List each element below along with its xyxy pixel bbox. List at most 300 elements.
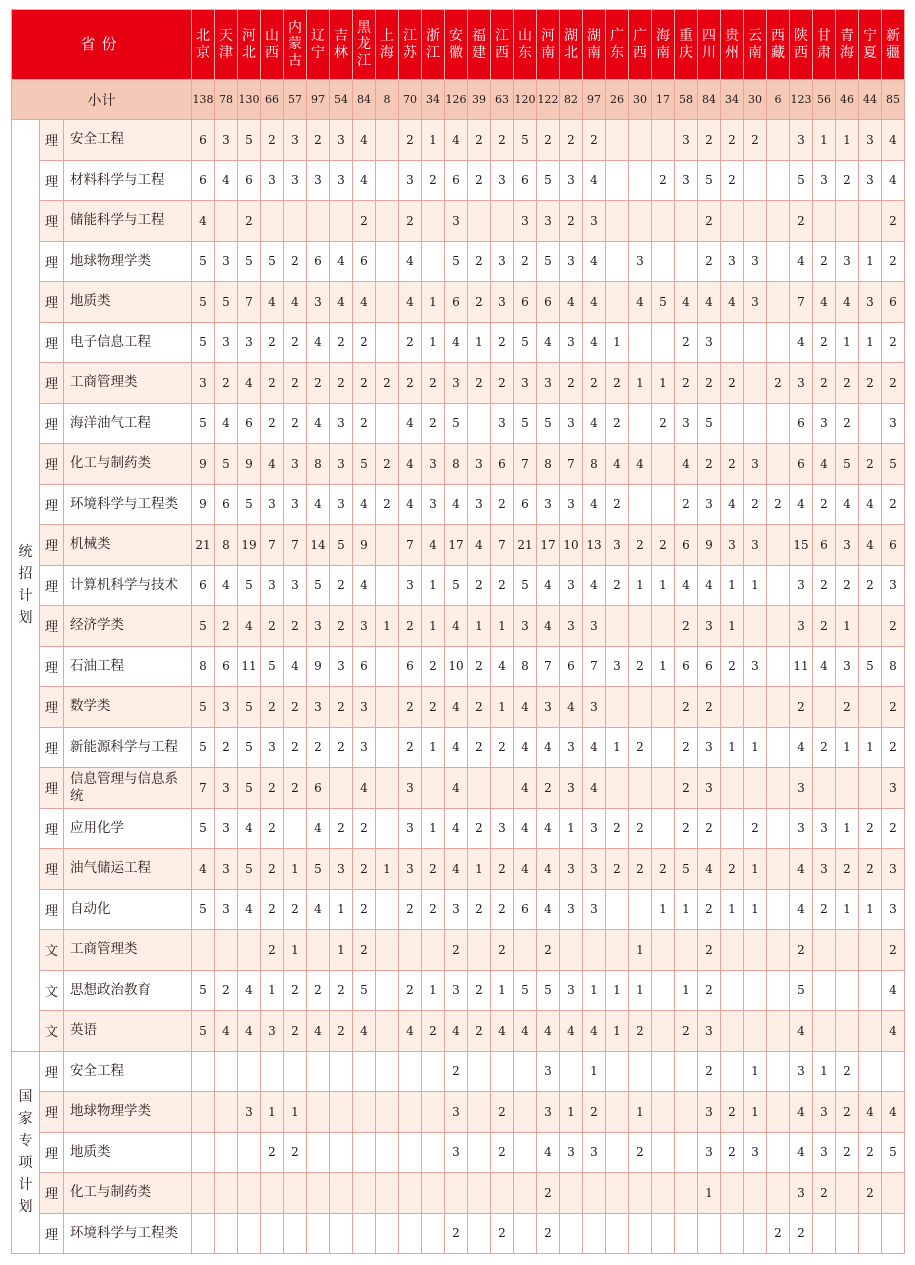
- quota-cell: [767, 120, 790, 161]
- quota-cell: 4: [537, 889, 560, 930]
- quota-cell: [284, 808, 307, 849]
- quota-cell: 2: [445, 930, 468, 971]
- quota-cell: [859, 768, 882, 809]
- quota-cell: [514, 1213, 537, 1254]
- subject-type: 理: [40, 1092, 64, 1133]
- quota-cell: 2: [537, 120, 560, 161]
- quota-cell: 2: [813, 322, 836, 363]
- subject-type: 理: [40, 322, 64, 363]
- enrollment-table-wrapper: [11, 9, 900, 1254]
- quota-cell: [744, 970, 767, 1011]
- quota-cell: 2: [353, 930, 376, 971]
- table-row: [12, 484, 905, 525]
- quota-cell: [813, 201, 836, 242]
- quota-cell: 2: [399, 687, 422, 728]
- quota-cell: 1: [675, 970, 698, 1011]
- quota-cell: 4: [238, 889, 261, 930]
- quota-cell: [767, 160, 790, 201]
- quota-cell: [744, 201, 767, 242]
- quota-cell: [652, 606, 675, 647]
- quota-cell: 5: [215, 444, 238, 485]
- quota-cell: 3: [537, 687, 560, 728]
- quota-cell: 3: [698, 606, 721, 647]
- quota-cell: [215, 1173, 238, 1214]
- quota-cell: 3: [491, 403, 514, 444]
- quota-cell: 2: [790, 930, 813, 971]
- quota-cell: 3: [445, 1092, 468, 1133]
- quota-cell: 1: [652, 565, 675, 606]
- quota-cell: 1: [836, 889, 859, 930]
- quota-cell: 3: [261, 484, 284, 525]
- quota-cell: 4: [353, 120, 376, 161]
- quota-cell: 4: [307, 1011, 330, 1052]
- quota-cell: [767, 687, 790, 728]
- quota-cell: [376, 1173, 399, 1214]
- quota-cell: 11: [790, 646, 813, 687]
- quota-cell: [376, 930, 399, 971]
- quota-cell: [606, 160, 629, 201]
- table-row: [12, 606, 905, 647]
- quota-cell: 2: [813, 889, 836, 930]
- quota-cell: 2: [468, 282, 491, 323]
- quota-cell: 4: [698, 849, 721, 890]
- quota-cell: 5: [192, 808, 215, 849]
- quota-cell: [307, 201, 330, 242]
- quota-cell: [468, 1213, 491, 1254]
- major-name: 电子信息工程: [64, 322, 192, 363]
- quota-cell: 4: [399, 241, 422, 282]
- quota-cell: 1: [744, 1092, 767, 1133]
- quota-cell: 2: [721, 646, 744, 687]
- quota-cell: 2: [215, 606, 238, 647]
- quota-cell: 2: [491, 1132, 514, 1173]
- quota-cell: [192, 1132, 215, 1173]
- quota-cell: 2: [307, 970, 330, 1011]
- quota-cell: [652, 120, 675, 161]
- quota-cell: 3: [698, 1011, 721, 1052]
- quota-cell: 2: [215, 970, 238, 1011]
- major-name: 石油工程: [64, 646, 192, 687]
- quota-cell: [744, 363, 767, 404]
- quota-cell: 11: [238, 646, 261, 687]
- quota-cell: 6: [238, 160, 261, 201]
- quota-cell: [767, 1011, 790, 1052]
- quota-cell: 2: [813, 363, 836, 404]
- quota-cell: [859, 403, 882, 444]
- table-row: [12, 1011, 905, 1052]
- quota-cell: [215, 1092, 238, 1133]
- quota-cell: 2: [882, 606, 905, 647]
- subject-type: 理: [40, 120, 64, 161]
- quota-cell: [629, 889, 652, 930]
- quota-cell: 2: [537, 1173, 560, 1214]
- quota-cell: 4: [583, 768, 606, 809]
- quota-cell: 3: [307, 282, 330, 323]
- quota-cell: [422, 768, 445, 809]
- quota-cell: 2: [307, 120, 330, 161]
- major-name: 地质类: [64, 282, 192, 323]
- major-name: 化工与制药类: [64, 1173, 192, 1214]
- quota-cell: 17: [537, 525, 560, 566]
- quota-cell: 3: [583, 808, 606, 849]
- subject-type: 理: [40, 525, 64, 566]
- quota-cell: 2: [491, 1213, 514, 1254]
- quota-cell: [698, 1213, 721, 1254]
- quota-cell: 8: [215, 525, 238, 566]
- subtotal-value: 138: [192, 80, 215, 120]
- table-row: [12, 241, 905, 282]
- quota-cell: 4: [491, 646, 514, 687]
- quota-cell: 1: [744, 849, 767, 890]
- quota-cell: 5: [514, 403, 537, 444]
- quota-cell: 3: [330, 120, 353, 161]
- quota-cell: [629, 160, 652, 201]
- quota-cell: [629, 1051, 652, 1092]
- quota-cell: [813, 1011, 836, 1052]
- quota-cell: 2: [836, 687, 859, 728]
- province-header: 天津: [215, 10, 238, 80]
- quota-cell: [652, 201, 675, 242]
- province-header: 安徽: [445, 10, 468, 80]
- quota-cell: [583, 1173, 606, 1214]
- quota-cell: 4: [238, 606, 261, 647]
- quota-cell: 3: [215, 120, 238, 161]
- quota-cell: [376, 889, 399, 930]
- major-name: 安全工程: [64, 1051, 192, 1092]
- quota-cell: 5: [261, 241, 284, 282]
- quota-cell: 1: [652, 646, 675, 687]
- quota-cell: 3: [445, 1132, 468, 1173]
- quota-cell: 1: [629, 930, 652, 971]
- subtotal-value: 84: [698, 80, 721, 120]
- quota-cell: [468, 768, 491, 809]
- quota-cell: 1: [284, 930, 307, 971]
- quota-cell: 2: [284, 241, 307, 282]
- quota-cell: 2: [583, 120, 606, 161]
- province-header: 辽宁: [307, 10, 330, 80]
- quota-cell: 1: [422, 727, 445, 768]
- quota-cell: 5: [882, 1132, 905, 1173]
- quota-cell: [422, 1173, 445, 1214]
- quota-cell: 3: [399, 849, 422, 890]
- quota-cell: 4: [583, 565, 606, 606]
- quota-cell: 1: [675, 889, 698, 930]
- quota-cell: 1: [606, 970, 629, 1011]
- quota-cell: 2: [836, 363, 859, 404]
- subject-type: 理: [40, 768, 64, 809]
- quota-cell: [606, 1092, 629, 1133]
- quota-cell: 4: [215, 403, 238, 444]
- quota-cell: [767, 808, 790, 849]
- quota-cell: 6: [445, 282, 468, 323]
- quota-cell: 4: [399, 444, 422, 485]
- quota-cell: 4: [560, 687, 583, 728]
- quota-cell: 4: [514, 727, 537, 768]
- quota-cell: [399, 1051, 422, 1092]
- plan-group-label: [12, 120, 40, 1052]
- quota-cell: 7: [560, 444, 583, 485]
- quota-cell: 2: [261, 403, 284, 444]
- quota-cell: 2: [330, 727, 353, 768]
- subtotal-value: 82: [560, 80, 583, 120]
- quota-cell: 4: [537, 1132, 560, 1173]
- quota-cell: 1: [422, 282, 445, 323]
- quota-cell: 8: [537, 444, 560, 485]
- quota-cell: [583, 930, 606, 971]
- quota-cell: 3: [583, 849, 606, 890]
- quota-cell: [468, 1173, 491, 1214]
- quota-cell: [675, 1173, 698, 1214]
- quota-cell: 3: [399, 768, 422, 809]
- province-header: 陕西: [790, 10, 813, 80]
- quota-cell: 3: [583, 1132, 606, 1173]
- quota-cell: 3: [560, 322, 583, 363]
- quota-cell: 4: [353, 282, 376, 323]
- quota-cell: 1: [721, 606, 744, 647]
- major-name: 安全工程: [64, 120, 192, 161]
- quota-cell: 4: [606, 444, 629, 485]
- quota-cell: 7: [537, 646, 560, 687]
- major-name: 思想政治教育: [64, 970, 192, 1011]
- subject-type: 文: [40, 930, 64, 971]
- table-row: [12, 403, 905, 444]
- quota-cell: 2: [698, 120, 721, 161]
- quota-cell: 3: [422, 444, 445, 485]
- quota-cell: [215, 930, 238, 971]
- quota-cell: [767, 849, 790, 890]
- quota-cell: 2: [330, 1011, 353, 1052]
- quota-cell: [813, 1213, 836, 1254]
- quota-cell: 1: [422, 970, 445, 1011]
- quota-cell: 4: [583, 241, 606, 282]
- table-row: [12, 444, 905, 485]
- quota-cell: 4: [882, 120, 905, 161]
- quota-cell: 10: [445, 646, 468, 687]
- quota-cell: 5: [698, 403, 721, 444]
- quota-cell: [491, 201, 514, 242]
- quota-cell: 2: [215, 727, 238, 768]
- quota-cell: 2: [491, 484, 514, 525]
- quota-cell: 3: [675, 160, 698, 201]
- quota-cell: 2: [698, 444, 721, 485]
- quota-cell: [629, 403, 652, 444]
- quota-cell: 2: [767, 1213, 790, 1254]
- quota-cell: [514, 1173, 537, 1214]
- plan-group-text: 国家专项计划: [18, 1089, 33, 1216]
- table-row: [12, 565, 905, 606]
- quota-cell: 4: [422, 525, 445, 566]
- quota-cell: 4: [445, 687, 468, 728]
- quota-cell: [238, 1132, 261, 1173]
- quota-cell: 6: [215, 484, 238, 525]
- quota-cell: 3: [330, 444, 353, 485]
- quota-cell: 4: [882, 970, 905, 1011]
- quota-cell: 3: [813, 1132, 836, 1173]
- quota-cell: [767, 565, 790, 606]
- major-name: 新能源科学与工程: [64, 727, 192, 768]
- quota-cell: 5: [537, 160, 560, 201]
- quota-cell: 3: [629, 241, 652, 282]
- quota-cell: [675, 241, 698, 282]
- quota-cell: [330, 768, 353, 809]
- quota-cell: 2: [721, 363, 744, 404]
- quota-cell: 4: [813, 646, 836, 687]
- quota-cell: 9: [307, 646, 330, 687]
- quota-cell: 4: [330, 282, 353, 323]
- quota-cell: [767, 525, 790, 566]
- major-name: 英语: [64, 1011, 192, 1052]
- quota-cell: 4: [583, 282, 606, 323]
- quota-cell: 4: [307, 808, 330, 849]
- quota-cell: 2: [261, 849, 284, 890]
- quota-cell: [606, 120, 629, 161]
- quota-cell: [238, 930, 261, 971]
- quota-cell: 3: [399, 565, 422, 606]
- quota-cell: 6: [790, 444, 813, 485]
- quota-cell: 7: [284, 525, 307, 566]
- quota-cell: 7: [514, 444, 537, 485]
- quota-cell: 2: [330, 322, 353, 363]
- quota-cell: [192, 1173, 215, 1214]
- quota-cell: 2: [606, 565, 629, 606]
- quota-cell: [767, 1132, 790, 1173]
- quota-cell: 5: [445, 565, 468, 606]
- quota-cell: 2: [330, 808, 353, 849]
- subtotal-value: 97: [307, 80, 330, 120]
- quota-cell: 2: [491, 930, 514, 971]
- quota-cell: [284, 1173, 307, 1214]
- quota-cell: 5: [238, 768, 261, 809]
- quota-cell: 2: [813, 484, 836, 525]
- quota-cell: 9: [698, 525, 721, 566]
- quota-cell: 5: [192, 970, 215, 1011]
- table-row: [12, 849, 905, 890]
- quota-cell: 2: [813, 1173, 836, 1214]
- quota-cell: 6: [514, 160, 537, 201]
- quota-cell: [399, 930, 422, 971]
- quota-cell: 1: [422, 322, 445, 363]
- quota-cell: 2: [652, 849, 675, 890]
- quota-cell: 4: [215, 1011, 238, 1052]
- quota-cell: [721, 808, 744, 849]
- quota-cell: [353, 1132, 376, 1173]
- quota-cell: 4: [790, 889, 813, 930]
- quota-cell: [767, 444, 790, 485]
- quota-cell: 2: [698, 363, 721, 404]
- quota-cell: 3: [445, 363, 468, 404]
- subject-type: 文: [40, 970, 64, 1011]
- province-header: 海南: [652, 10, 675, 80]
- subject-type: 理: [40, 808, 64, 849]
- subtotal-value: 63: [491, 80, 514, 120]
- quota-cell: 2: [629, 727, 652, 768]
- quota-cell: 3: [514, 201, 537, 242]
- quota-cell: 6: [215, 646, 238, 687]
- quota-cell: 2: [859, 1173, 882, 1214]
- major-name: 油气储运工程: [64, 849, 192, 890]
- quota-cell: 2: [606, 363, 629, 404]
- quota-cell: [859, 970, 882, 1011]
- quota-cell: 2: [698, 889, 721, 930]
- quota-cell: 3: [215, 687, 238, 728]
- quota-cell: 5: [238, 241, 261, 282]
- quota-cell: [721, 768, 744, 809]
- quota-cell: 2: [284, 1011, 307, 1052]
- quota-cell: 2: [353, 889, 376, 930]
- quota-cell: [767, 727, 790, 768]
- subtotal-value: 44: [859, 80, 882, 120]
- quota-cell: 8: [307, 444, 330, 485]
- quota-cell: 4: [353, 768, 376, 809]
- quota-cell: 2: [629, 1132, 652, 1173]
- quota-cell: 6: [491, 444, 514, 485]
- province-header: 江苏: [399, 10, 422, 80]
- quota-cell: 3: [744, 444, 767, 485]
- quota-cell: 2: [284, 322, 307, 363]
- quota-cell: 2: [468, 970, 491, 1011]
- quota-cell: 6: [698, 646, 721, 687]
- quota-cell: 4: [537, 1011, 560, 1052]
- quota-cell: [261, 1173, 284, 1214]
- quota-cell: 3: [330, 849, 353, 890]
- quota-cell: 2: [422, 363, 445, 404]
- quota-cell: 6: [192, 565, 215, 606]
- quota-cell: [652, 1132, 675, 1173]
- quota-cell: 2: [882, 930, 905, 971]
- quota-cell: 5: [537, 970, 560, 1011]
- quota-cell: 2: [399, 201, 422, 242]
- quota-cell: 1: [721, 889, 744, 930]
- quota-cell: 1: [284, 1092, 307, 1133]
- quota-cell: 2: [307, 727, 330, 768]
- quota-cell: 3: [790, 768, 813, 809]
- quota-cell: [767, 606, 790, 647]
- quota-cell: 2: [675, 484, 698, 525]
- quota-cell: [376, 322, 399, 363]
- province-header: 湖北: [560, 10, 583, 80]
- quota-cell: 4: [813, 282, 836, 323]
- quota-cell: 2: [836, 1132, 859, 1173]
- quota-cell: 2: [583, 1092, 606, 1133]
- quota-cell: 2: [859, 808, 882, 849]
- quota-cell: 5: [353, 444, 376, 485]
- quota-cell: 5: [836, 444, 859, 485]
- major-name: 环境科学与工程类: [64, 484, 192, 525]
- quota-cell: [836, 1173, 859, 1214]
- quota-cell: 2: [698, 970, 721, 1011]
- quota-cell: [606, 1173, 629, 1214]
- quota-cell: 4: [698, 565, 721, 606]
- quota-cell: [721, 403, 744, 444]
- quota-cell: 3: [859, 282, 882, 323]
- quota-cell: 2: [468, 727, 491, 768]
- quota-cell: [675, 1051, 698, 1092]
- quota-cell: 3: [537, 1092, 560, 1133]
- quota-cell: 3: [261, 565, 284, 606]
- quota-cell: 2: [629, 646, 652, 687]
- quota-cell: 3: [491, 808, 514, 849]
- quota-cell: [330, 201, 353, 242]
- quota-cell: [560, 930, 583, 971]
- quota-cell: 2: [261, 768, 284, 809]
- quota-cell: [261, 1051, 284, 1092]
- quota-cell: 1: [560, 1092, 583, 1133]
- quota-cell: 3: [399, 808, 422, 849]
- quota-cell: 3: [744, 525, 767, 566]
- quota-cell: 2: [261, 606, 284, 647]
- quota-cell: 2: [468, 646, 491, 687]
- quota-cell: 5: [882, 444, 905, 485]
